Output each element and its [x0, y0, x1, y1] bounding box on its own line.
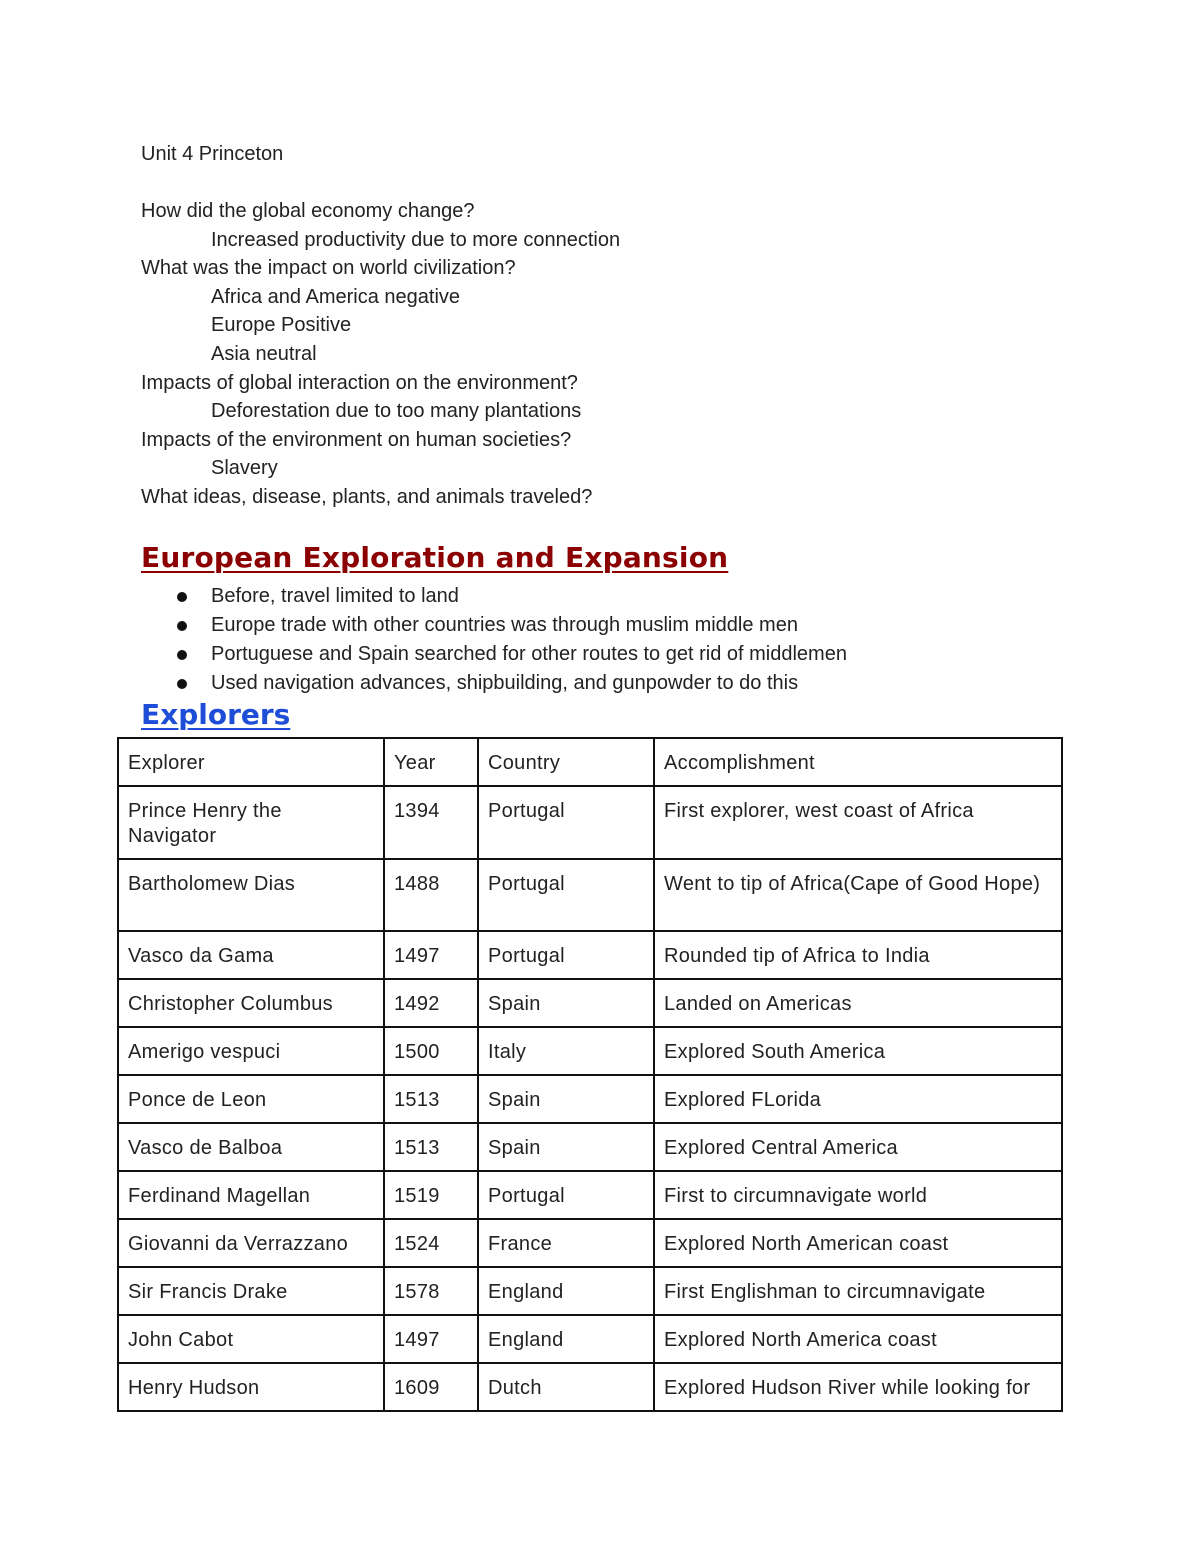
document-title: Unit 4 Princeton — [141, 143, 284, 165]
cell-explorer: Ferdinand Magellan — [118, 1171, 384, 1219]
answer-line: Deforestation due to too many plantations — [211, 400, 582, 423]
cell-explorer: Sir Francis Drake — [118, 1267, 384, 1315]
cell-explorer: Vasco de Balboa — [118, 1123, 384, 1171]
cell-country: Portugal — [478, 859, 654, 931]
answer-line: Africa and America negative — [211, 285, 461, 308]
answer-line: Increased productivity due to more connection — [211, 228, 621, 251]
table-row — [118, 979, 1062, 1027]
cell-year: 1492 — [384, 979, 478, 1027]
cell-explorer: John Cabot — [118, 1315, 384, 1363]
cell-year: 1488 — [384, 859, 478, 931]
table-header-cell: Country — [478, 738, 654, 786]
cell-year: 1497 — [384, 931, 478, 979]
answer-line: Asia neutral — [211, 342, 317, 365]
cell-country: Portugal — [478, 786, 654, 859]
cell-accomplishment: Explored Hudson River while looking for — [654, 1363, 1062, 1411]
table-row — [118, 1075, 1062, 1123]
cell-country: Portugal — [478, 931, 654, 979]
bullet-item — [141, 669, 847, 698]
bullet-item — [141, 611, 847, 640]
table-row — [118, 1267, 1062, 1315]
bullet-text: Europe trade with other countries was through muslim middle men — [211, 614, 798, 636]
cell-country: Spain — [478, 1075, 654, 1123]
cell-explorer: Christopher Columbus — [118, 979, 384, 1027]
table-row — [118, 1171, 1062, 1219]
cell-explorer: Prince Henry the Navigator — [118, 786, 384, 859]
cell-accomplishment: Explored North American coast — [654, 1219, 1062, 1267]
table-header-cell: Year — [384, 738, 478, 786]
cell-explorer: Henry Hudson — [118, 1363, 384, 1411]
cell-accomplishment: Explored South America — [654, 1027, 1062, 1075]
bullet-text: Before, travel limited to land — [211, 585, 459, 607]
cell-year: 1519 — [384, 1171, 478, 1219]
answer-line: Slavery — [211, 457, 278, 480]
cell-country: France — [478, 1219, 654, 1267]
question-line: How did the global economy change? — [141, 200, 475, 222]
table-row — [118, 1027, 1062, 1075]
cell-accomplishment: First explorer, west coast of Africa — [654, 786, 1062, 859]
bullet-dot-icon — [177, 621, 187, 631]
bullet-item — [141, 640, 847, 669]
cell-year: 1513 — [384, 1075, 478, 1123]
table-row — [118, 1123, 1062, 1171]
table-row — [118, 931, 1062, 979]
cell-accomplishment: Explored North America coast — [654, 1315, 1062, 1363]
table-row — [118, 786, 1062, 859]
question-line: What ideas, disease, plants, and animals traveled? — [141, 485, 593, 508]
heading-european-exploration: European Exploration and Expansion — [141, 541, 729, 574]
cell-explorer: Giovanni da Verrazzano — [118, 1219, 384, 1267]
heading-explorers: Explorers — [141, 698, 291, 731]
cell-accomplishment: Explored Central America — [654, 1123, 1062, 1171]
explorers-table — [117, 737, 1063, 1412]
cell-year: 1497 — [384, 1315, 478, 1363]
bullet-text: Portuguese and Spain searched for other routes to get rid of middlemen — [211, 643, 847, 665]
table-row — [118, 1315, 1062, 1363]
cell-accomplishment: Rounded tip of Africa to India — [654, 931, 1062, 979]
cell-country: Spain — [478, 1123, 654, 1171]
cell-country: Spain — [478, 979, 654, 1027]
cell-accomplishment: Explored FLorida — [654, 1075, 1062, 1123]
cell-country: Italy — [478, 1027, 654, 1075]
cell-accomplishment: Went to tip of Africa(Cape of Good Hope) — [654, 859, 1062, 931]
answer-line: Europe Positive — [211, 314, 352, 337]
bullet-dot-icon — [177, 592, 187, 602]
bullet-dot-icon — [177, 650, 187, 660]
cell-year: 1578 — [384, 1267, 478, 1315]
cell-explorer: Bartholomew Dias — [118, 859, 384, 931]
cell-explorer: Ponce de Leon — [118, 1075, 384, 1123]
cell-year: 1500 — [384, 1027, 478, 1075]
cell-year: 1394 — [384, 786, 478, 859]
cell-country: England — [478, 1267, 654, 1315]
table-row — [118, 1363, 1062, 1411]
table-header-cell: Accomplishment — [654, 738, 1062, 786]
cell-country: England — [478, 1315, 654, 1363]
table-row — [118, 859, 1062, 931]
cell-accomplishment: Landed on Americas — [654, 979, 1062, 1027]
cell-country: Portugal — [478, 1171, 654, 1219]
cell-year: 1609 — [384, 1363, 478, 1411]
cell-accomplishment: First Englishman to circumnavigate — [654, 1267, 1062, 1315]
cell-explorer: Vasco da Gama — [118, 931, 384, 979]
bullet-dot-icon — [177, 679, 187, 689]
table-header-row — [118, 738, 1062, 786]
cell-year: 1524 — [384, 1219, 478, 1267]
bullet-text: Used navigation advances, shipbuilding, and gunpowder to do this — [211, 672, 799, 694]
cell-accomplishment: First to circumnavigate world — [654, 1171, 1062, 1219]
questions-list — [141, 197, 620, 512]
cell-year: 1513 — [384, 1123, 478, 1171]
question-line: Impacts of the environment on human societies? — [141, 428, 572, 451]
cell-country: Dutch — [478, 1363, 654, 1411]
bullet-item — [141, 582, 847, 611]
table-header-cell: Explorer — [118, 738, 384, 786]
cell-explorer: Amerigo vespuci — [118, 1027, 384, 1075]
table-row — [118, 1219, 1062, 1267]
question-line: What was the impact on world civilization? — [141, 257, 516, 280]
question-line: Impacts of global interaction on the environment? — [141, 371, 578, 394]
exploration-bullet-list — [141, 582, 847, 698]
